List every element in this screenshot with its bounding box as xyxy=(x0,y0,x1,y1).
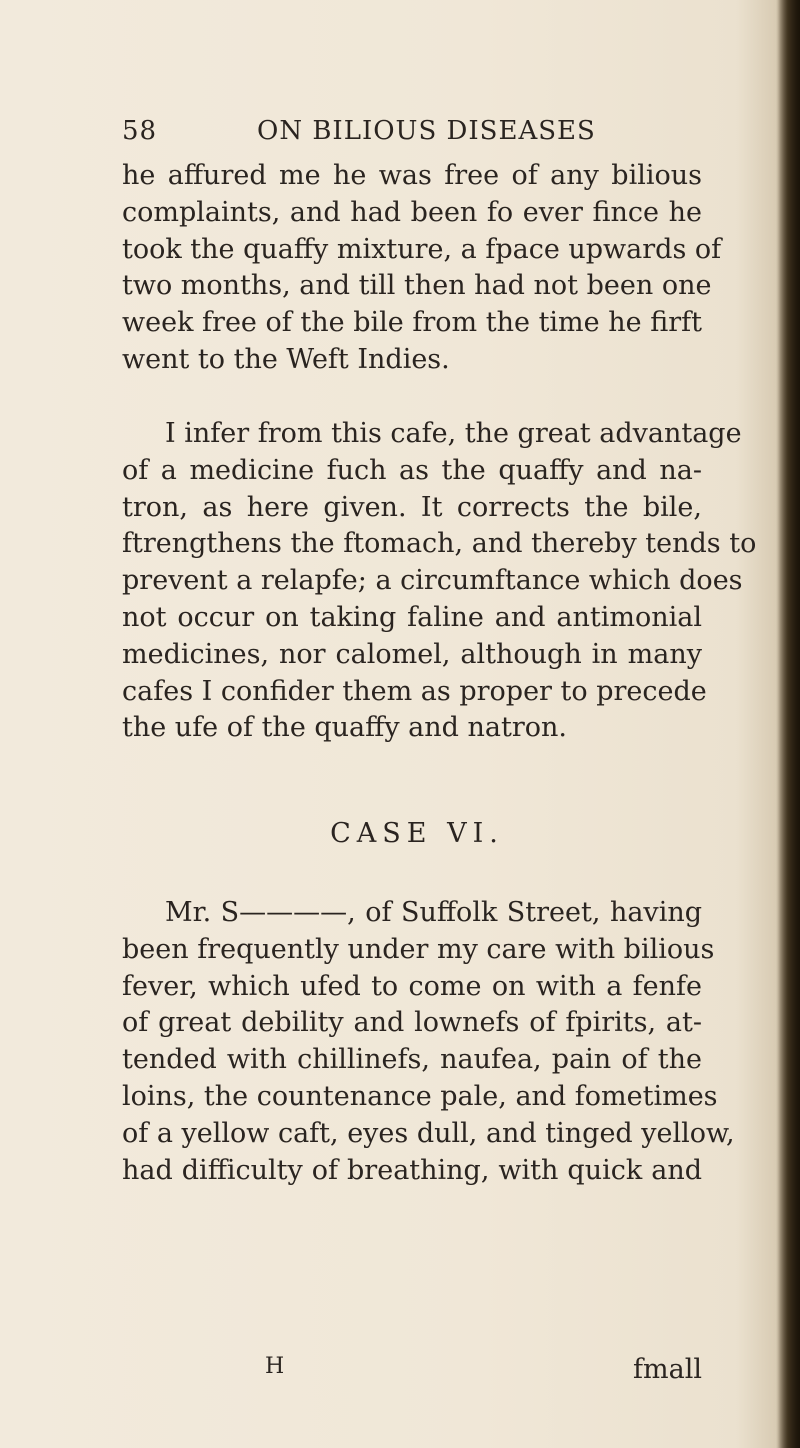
text-line: of a medicine fuch as the quaffy and na- xyxy=(122,454,702,486)
text-line: not occur on taking faline and antimonial xyxy=(122,601,702,633)
catchword: fmall xyxy=(633,1354,702,1385)
text-line: Mr. S————, of Suffolk Street, having xyxy=(165,897,702,928)
text-line: complaints, and had been fo ever fince he xyxy=(122,196,702,228)
text-line: the ufe of the quaffy and natron. xyxy=(122,712,567,744)
text-line: been frequently under my care with bilious xyxy=(122,933,715,965)
text-line: fever, which ufed to come on with a fenfe xyxy=(122,970,702,1002)
text-line: prevent a relapfe; a circumftance which does xyxy=(122,565,743,597)
text-line: medicines, nor calomel, although in many xyxy=(122,638,702,670)
text-line: week free of the bile from the time he firft xyxy=(122,307,702,339)
text-line: tron, as here given. It corrects the bile, xyxy=(122,491,702,523)
text-line: he affured me he was free of any bilious xyxy=(122,160,702,191)
text-line: ftrengthens the ftomach, and thereby tends to xyxy=(122,528,757,560)
paragraph-3 xyxy=(122,895,735,1189)
text-line: took the quaffy mixture, a fpace upwards of xyxy=(122,233,722,265)
signature-mark: H xyxy=(265,1354,285,1379)
running-head: ON BILIOUS DISEASES xyxy=(257,116,596,146)
text-line: loins, the countenance pale, and fometimes xyxy=(122,1080,718,1112)
page-footer xyxy=(122,1354,702,1390)
case-heading: CASE VI. xyxy=(330,818,504,849)
page-number: 58 xyxy=(122,116,158,146)
text-line: had difficulty of breathing, with quick and xyxy=(122,1154,702,1186)
page-header xyxy=(122,116,702,152)
text-line: went to the Weft Indies. xyxy=(122,343,450,375)
text-line: two months, and till then had not been one xyxy=(122,270,712,302)
text-line: of great debility and lownefs of fpirits, at- xyxy=(122,1007,702,1039)
text-line: cafes I confider them as proper to precede xyxy=(122,675,707,707)
paragraph-2 xyxy=(122,416,757,747)
text-line: of a yellow caft, eyes dull, and tinged yellow, xyxy=(122,1117,735,1149)
page-edge-shadow xyxy=(778,0,800,1448)
text-line: tended with chillinefs, naufea, pain of the xyxy=(122,1044,702,1076)
text-line: I infer from this cafe, the great advantage xyxy=(165,418,742,449)
paragraph-1 xyxy=(122,158,722,379)
